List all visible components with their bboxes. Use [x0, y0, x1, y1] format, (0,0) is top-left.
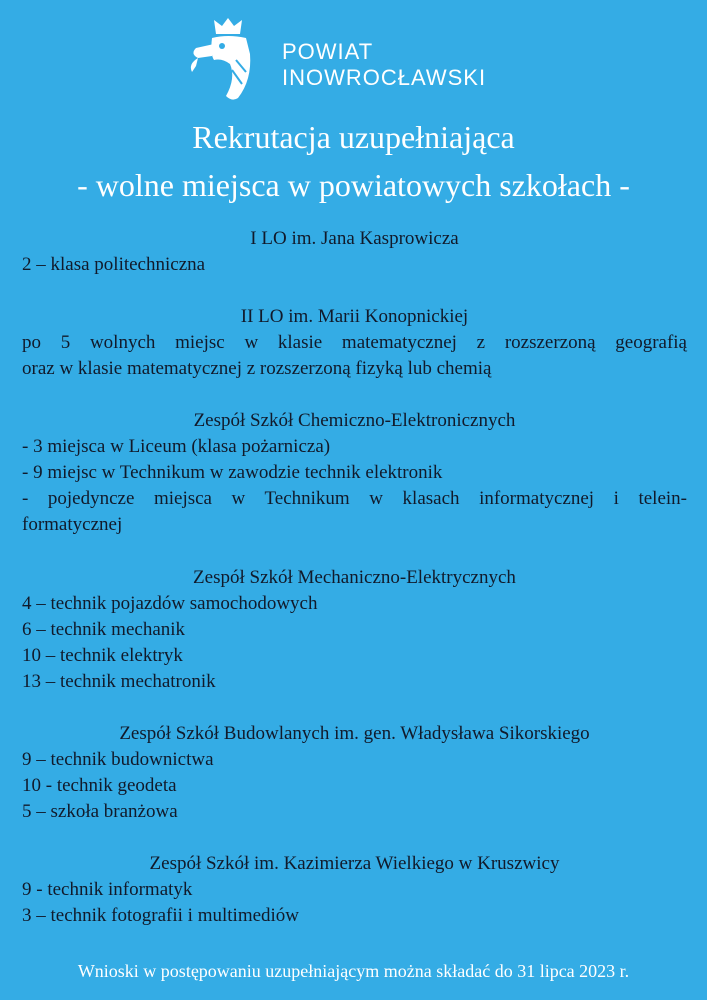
- headline-subtitle: - wolne miejsca w powiatowych szkołach -: [77, 167, 630, 203]
- vacancy-line: - pojedyncze miejsca w Technikum w klasach informatycznej i telein-: [22, 488, 687, 509]
- vacancy-line: 13 – technik mechatronik: [22, 671, 216, 692]
- vacancy-line: - 9 miejsc w Technikum w zawodzie technik elektronik: [22, 462, 443, 483]
- application-deadline-note: Wnioski w postępowaniu uzupełniającym można składać do 31 lipca 2023 r.: [77, 961, 630, 981]
- school-section: [22, 565, 687, 695]
- school-section: [22, 304, 687, 382]
- vacancy-line: formatycznej: [22, 514, 123, 535]
- powiat-logo: [182, 14, 542, 106]
- school-section: [22, 721, 687, 825]
- vacancy-line: 9 – technik budownictwa: [22, 749, 214, 770]
- vacancy-line: 10 – technik elektryk: [22, 645, 183, 666]
- logo-text-powiat: POWIAT: [282, 39, 374, 64]
- headline-title: Rekrutacja uzupełniająca: [192, 119, 515, 155]
- vacancy-line: oraz w klasie matematycznej z rozszerzoną fizyką lub chemią: [22, 358, 492, 379]
- school-section: [22, 226, 687, 278]
- vacancy-line: 2 – klasa politechniczna: [22, 254, 206, 275]
- school-name: I LO im. Jana Kasprowicza: [250, 228, 459, 249]
- vacancy-line: 5 – szkoła branżowa: [22, 801, 178, 822]
- vacancy-line: 3 – technik fotografii i multimediów: [22, 905, 300, 926]
- school-section: [22, 851, 687, 929]
- school-name: Zespół Szkół Chemiczno-Elektronicznych: [193, 410, 516, 431]
- vacancy-line: 10 - technik geodeta: [22, 775, 177, 796]
- logo-text-inowroclawski: INOWROCŁAWSKI: [282, 65, 487, 90]
- crowned-eagle-crest-icon: [182, 14, 274, 106]
- school-section: [22, 408, 687, 538]
- vacancy-line: 9 - technik informatyk: [22, 879, 193, 900]
- vacancy-line: 4 – technik pojazdów samochodowych: [22, 593, 318, 614]
- vacancy-line: - 3 miejsca w Liceum (klasa pożarnicza): [22, 436, 331, 457]
- school-name: Zespół Szkół Budowlanych im. gen. Władysława Sikorskiego: [119, 723, 590, 744]
- vacancy-line: 6 – technik mechanik: [22, 619, 186, 640]
- school-name: II LO im. Marii Konopnickiej: [240, 306, 469, 327]
- school-name: Zespół Szkół im. Kazimierza Wielkiego w Kruszwicy: [149, 853, 560, 874]
- school-name: Zespół Szkół Mechaniczno-Elektrycznych: [193, 567, 516, 588]
- vacancy-line: po 5 wolnych miejsc w klasie matematycznej z rozszerzoną geografią: [22, 332, 687, 353]
